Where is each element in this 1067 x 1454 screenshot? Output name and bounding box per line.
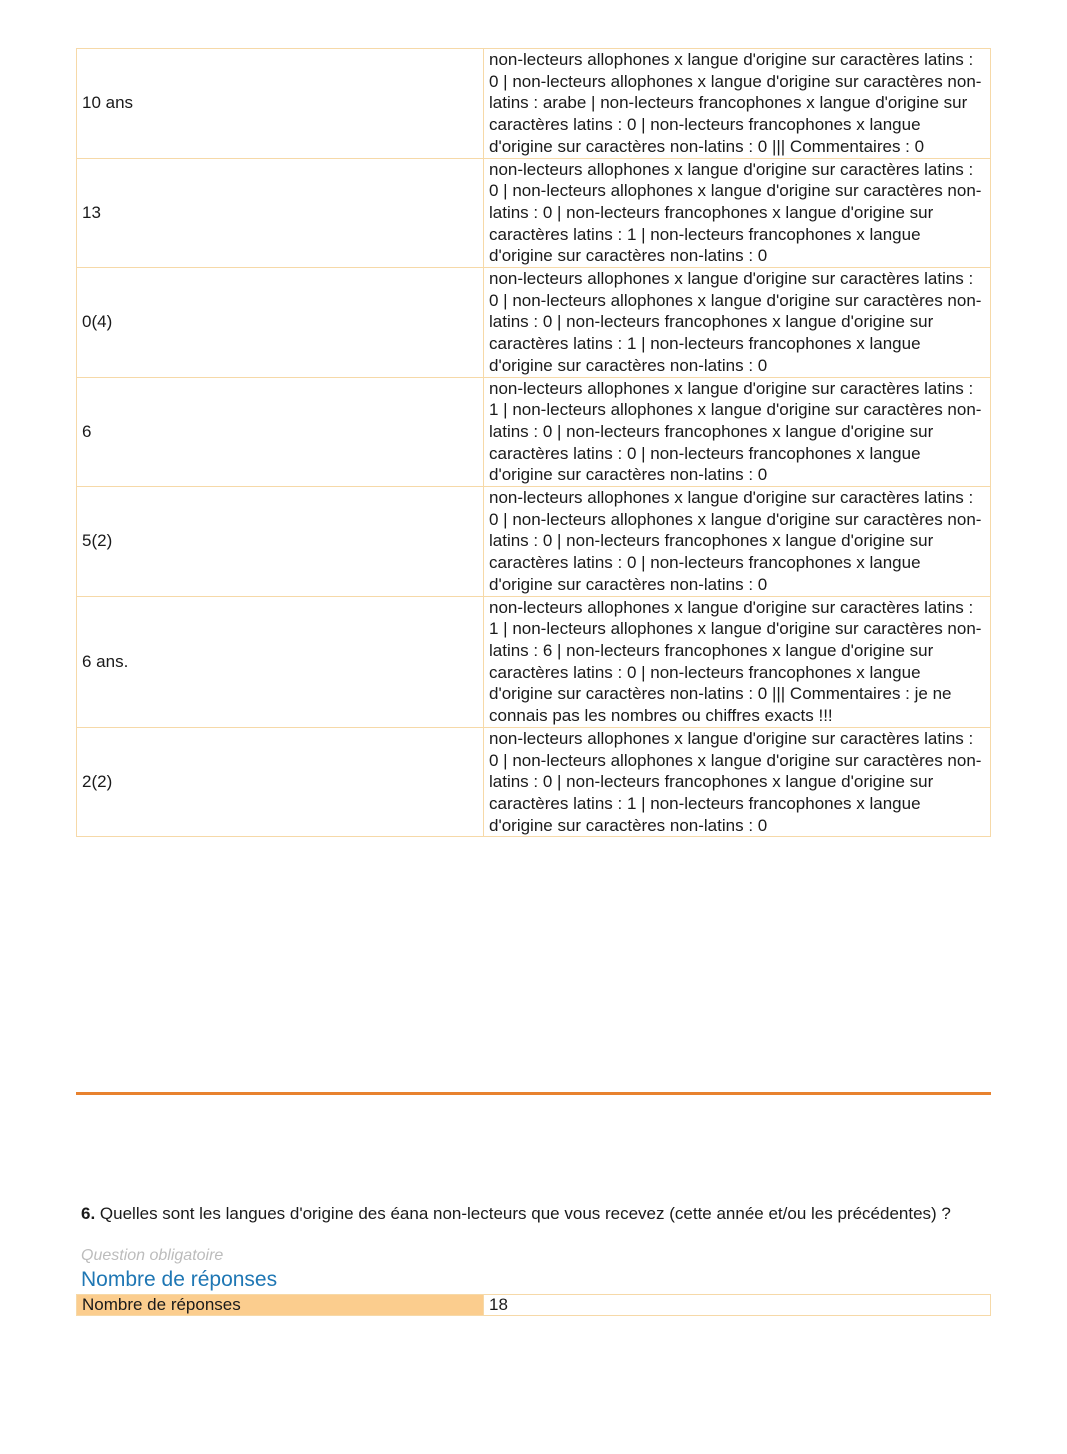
table-row bbox=[77, 487, 991, 597]
responses-section-title: Nombre de réponses bbox=[81, 1268, 278, 1291]
row-value: non-lecteurs allophones x langue d'origine sur caractères latins : 0 | non-lecteurs allophones x langue d'origine sur caractères non-latins : 0 | non-lecteurs francophones x langue d'origine sur caractères latins : 1 | non-lecteurs francophones x langue d'origine sur caractères non-latins : 0 bbox=[484, 268, 991, 378]
row-label: 5(2) bbox=[77, 487, 484, 597]
required-note: Question obligatoire bbox=[81, 1247, 224, 1264]
table-row bbox=[77, 596, 991, 727]
answers-table bbox=[76, 48, 991, 837]
question-text: Quelles sont les langues d'origine des éana non-lecteurs que vous recevez (cette année et/ou les précédentes) ? bbox=[99, 1204, 951, 1223]
table-row bbox=[77, 49, 991, 159]
question-number: 6. bbox=[81, 1204, 96, 1223]
row-label: 6 ans. bbox=[77, 596, 484, 727]
question-6 bbox=[81, 1203, 991, 1225]
table-row bbox=[77, 727, 991, 837]
table-row bbox=[77, 268, 991, 378]
row-label: 10 ans bbox=[77, 49, 484, 159]
row-value: non-lecteurs allophones x langue d'origine sur caractères latins : 0 | non-lecteurs allophones x langue d'origine sur caractères non-latins : 0 | non-lecteurs francophones x langue d'origine sur caractères latins : 0 | non-lecteurs francophones x langue d'origine sur caractères non-latins : 0 bbox=[484, 487, 991, 597]
row-label: 6 bbox=[77, 377, 484, 487]
row-value: non-lecteurs allophones x langue d'origine sur caractères latins : 1 | non-lecteurs allophones x langue d'origine sur caractères non-latins : 0 | non-lecteurs francophones x langue d'origine sur caractères latins : 0 | non-lecteurs francophones x langue d'origine sur caractères non-latins : 0 bbox=[484, 377, 991, 487]
table-row bbox=[77, 1295, 991, 1316]
row-label: 0(4) bbox=[77, 268, 484, 378]
row-value: non-lecteurs allophones x langue d'origine sur caractères latins : 0 | non-lecteurs allophones x langue d'origine sur caractères non-latins : arabe | non-lecteurs francophones x langue d'origine sur caractères latins : 0 | non-lecteurs francophones x langue d'origine sur caractères non-latins : 0 ||| Commentaires : 0 bbox=[484, 49, 991, 159]
table-row bbox=[77, 377, 991, 487]
row-value: non-lecteurs allophones x langue d'origine sur caractères latins : 0 | non-lecteurs allophones x langue d'origine sur caractères non-latins : 0 | non-lecteurs francophones x langue d'origine sur caractères latins : 1 | non-lecteurs francophones x langue d'origine sur caractères non-latins : 0 bbox=[484, 727, 991, 837]
row-value: non-lecteurs allophones x langue d'origine sur caractères latins : 0 | non-lecteurs allophones x langue d'origine sur caractères non-latins : 0 | non-lecteurs francophones x langue d'origine sur caractères latins : 1 | non-lecteurs francophones x langue d'origine sur caractères non-latins : 0 bbox=[484, 158, 991, 268]
table-row bbox=[77, 158, 991, 268]
row-label: 13 bbox=[77, 158, 484, 268]
row-label: 2(2) bbox=[77, 727, 484, 837]
responses-count-label: Nombre de réponses bbox=[77, 1295, 484, 1316]
row-value: non-lecteurs allophones x langue d'origine sur caractères latins : 1 | non-lecteurs allophones x langue d'origine sur caractères non-latins : 6 | non-lecteurs francophones x langue d'origine sur caractères latins : 0 | non-lecteurs francophones x langue d'origine sur caractères non-latins : 0 ||| Commentaires : je ne connais pas les nombres ou chiffres exacts !!! bbox=[484, 596, 991, 727]
section-divider bbox=[76, 1092, 991, 1095]
responses-count-table bbox=[76, 1294, 991, 1316]
responses-count-value: 18 bbox=[484, 1295, 991, 1316]
